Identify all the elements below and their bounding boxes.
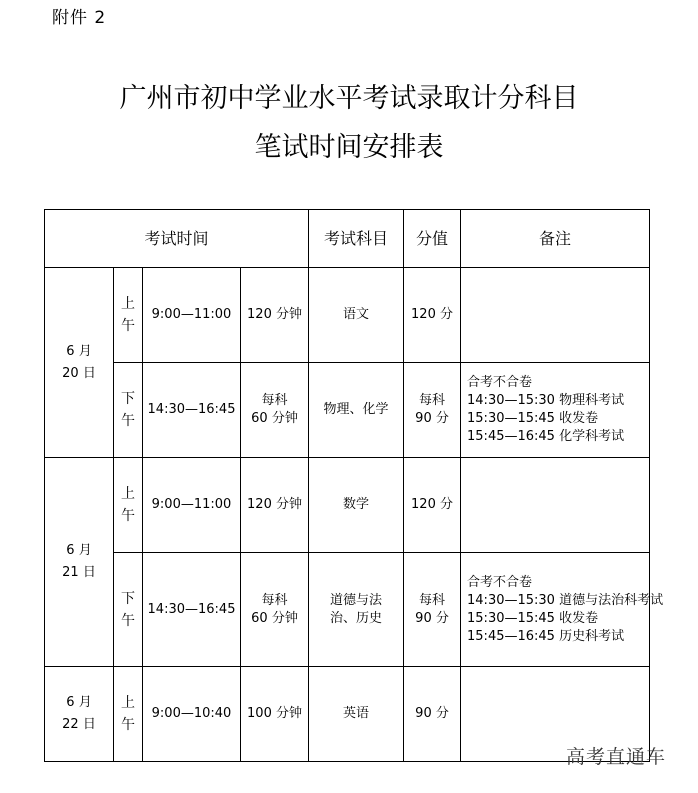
duration-cell: 120 分钟 xyxy=(241,268,309,363)
table-row xyxy=(45,553,650,667)
subject-cell: 物理、化学 xyxy=(309,363,404,458)
table-header-row xyxy=(45,210,650,268)
period-cell xyxy=(114,458,143,553)
time-cell: 14:30—16:45 xyxy=(143,553,241,667)
page-title: 广州市初中学业水平考试录取计分科目 xyxy=(119,83,579,114)
schedule-table xyxy=(44,209,664,762)
period-label: 上午 xyxy=(121,486,135,524)
period-label: 上午 xyxy=(121,296,135,334)
score-cell: 120 分 xyxy=(404,458,461,553)
period-cell xyxy=(114,268,143,363)
score-cell: 120 分 xyxy=(404,268,461,363)
subject-cell: 道德与法 治、历史 xyxy=(309,553,404,667)
date-label: 6 月 21 日 xyxy=(62,543,96,580)
header-note: 备注 xyxy=(461,210,650,268)
date-label: 6 月 22 日 xyxy=(62,695,96,732)
period-label: 下午 xyxy=(121,391,135,429)
table-row xyxy=(45,667,650,762)
duration-cell: 每科 60 分钟 xyxy=(241,553,309,667)
table-row xyxy=(45,268,650,363)
date-cell xyxy=(45,667,114,762)
note-cell xyxy=(461,363,650,458)
date-cell xyxy=(45,268,114,458)
period-cell xyxy=(114,667,143,762)
time-cell: 9:00—11:00 xyxy=(143,458,241,553)
attachment-label: 附件 2 xyxy=(52,8,107,28)
duration-cell: 120 分钟 xyxy=(241,458,309,553)
header-subject: 考试科目 xyxy=(309,210,404,268)
subject-cell: 数学 xyxy=(309,458,404,553)
duration-cell: 每科 60 分钟 xyxy=(241,363,309,458)
note-line: 合考不合卷 xyxy=(467,574,533,590)
table-row xyxy=(45,458,650,553)
note-line: 14:30—15:30 道德与法治科考试 xyxy=(467,592,664,608)
date-cell xyxy=(45,458,114,667)
header-score: 分值 xyxy=(404,210,461,268)
period-cell xyxy=(114,363,143,458)
note-cell xyxy=(461,268,650,363)
note-line: 14:30—15:30 物理科考试 xyxy=(467,393,625,408)
header-time: 考试时间 xyxy=(45,210,309,268)
subject-cell: 语文 xyxy=(309,268,404,363)
time-cell: 9:00—11:00 xyxy=(143,268,241,363)
note-cell xyxy=(461,458,650,553)
note-line: 15:45—16:45 化学科考试 xyxy=(467,429,625,444)
score-cell: 90 分 xyxy=(404,667,461,762)
time-cell: 14:30—16:45 xyxy=(143,363,241,458)
score-cell: 每科 90 分 xyxy=(404,553,461,667)
page-subtitle: 笔试时间安排表 xyxy=(254,132,444,163)
table-row xyxy=(45,363,650,458)
period-label: 上午 xyxy=(121,695,135,733)
note-cell xyxy=(461,553,664,667)
note-line: 合考不合卷 xyxy=(467,375,533,390)
note-line: 15:30—15:45 收发卷 xyxy=(467,411,599,426)
period-label: 下午 xyxy=(121,590,135,629)
score-cell: 每科 90 分 xyxy=(404,363,461,458)
period-cell xyxy=(114,553,143,667)
note-line: 15:45—16:45 历史科考试 xyxy=(467,628,625,644)
time-cell: 9:00—10:40 xyxy=(143,667,241,762)
subject-cell: 英语 xyxy=(309,667,404,762)
watermark: 高考直通车 xyxy=(565,746,666,768)
date-label: 6 月 20 日 xyxy=(62,343,96,381)
note-line: 15:30—15:45 收发卷 xyxy=(467,610,599,626)
duration-cell: 100 分钟 xyxy=(241,667,309,762)
